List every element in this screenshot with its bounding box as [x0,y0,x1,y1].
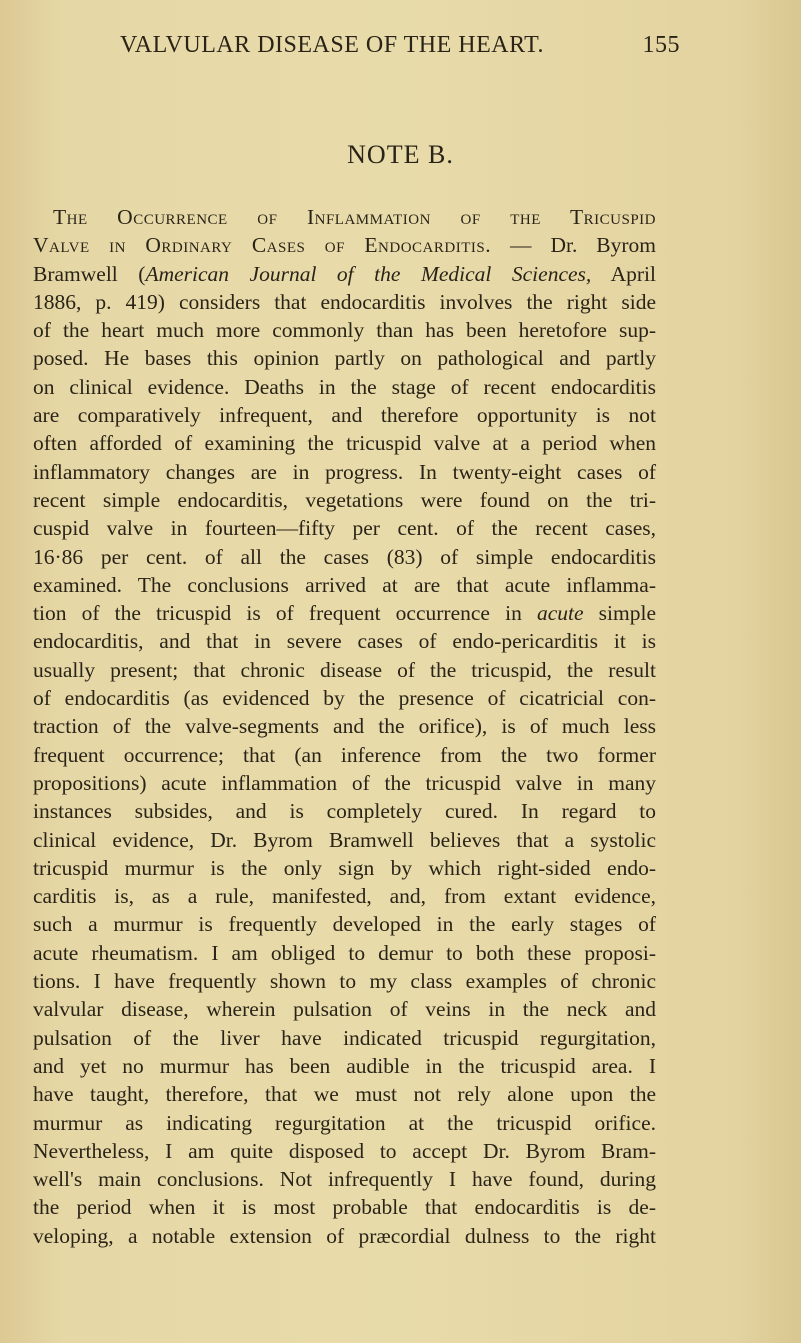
body-line: pulsation of the liver have indicated tricuspid regurgitation, [33,1025,656,1050]
body-line: propositions) acute inflammation of the tricuspid valve in many [33,770,656,795]
body-line: tions. I have frequently shown to my class examples of chronic [33,969,656,994]
body-line: on clinical evidence. Deaths in the stage of recent endocarditis [33,374,656,399]
note-title-line-2 [33,231,656,259]
body-line: traction of the valve-segments and the orifice), is of much less [33,714,656,739]
body-line: posed. He bases this opinion partly on pathological and partly [33,346,656,371]
body-line: clinical evidence, Dr. Byrom Bramwell believes that a systolic [33,827,656,852]
page-number: 155 [642,32,680,58]
body-line: frequent occurrence; that (an inference from the two former [33,742,656,767]
journal-title: American Journal of the Medical Sciences, [145,261,592,286]
italic-acute: acute [536,601,584,626]
body-line: often afforded of examining the tricuspid valve at a period when [33,431,656,456]
body-line: of the heart much more commonly than has been heretofore sup- [33,318,656,343]
body-line: examined. The conclusions arrived at are that acute inflamma- [33,572,656,597]
note-heading: NOTE B. [347,140,454,169]
citation-month: April [591,261,656,286]
body-line: Nevertheless, I am quite disposed to accept Dr. Byrom Bram- [33,1138,656,1163]
body-line: recent simple endocarditis, vegetations were found on the tri- [33,487,656,512]
note-title-smallcaps: Valve in Ordinary Cases of Endocarditis. [33,233,492,258]
body-line: veloping, a notable extension of præcordial dulness to the right [33,1223,656,1248]
citation-author: Bramwell ( [33,261,146,286]
body-line: instances subsides, and is completely cured. In regard to [33,799,656,824]
citation-line [33,260,656,288]
body-line: such a murmur is frequently developed in the early stages of [33,912,656,937]
note-author-intro: — Dr. Byrom [491,233,656,258]
body-line: the period when it is most probable that endocarditis is de- [33,1195,656,1220]
body-line: and yet no murmur has been audible in the tricuspid area. I [33,1053,656,1078]
running-head-title: VALVULAR DISEASE OF THE HEART. [120,32,545,58]
body-line: carditis is, as a rule, manifested, and, from extant evidence, [33,884,656,909]
body-line: usually present; that chronic disease of the tricuspid, the result [33,657,656,682]
body-line: well's main conclusions. Not infrequently I have found, during [33,1167,656,1192]
body-line: have taught, therefore, that we must not rely alone upon the [33,1082,656,1107]
text-segment: simple [583,601,656,626]
note-title-line-1: The Occurrence of Inflammation of the Tricuspid [53,205,656,229]
body-line: of endocarditis (as evidenced by the presence of cicatricial con- [33,686,656,711]
body-line: are comparatively infrequent, and therefore opportunity is not [33,403,656,428]
note-body [33,203,656,1250]
body-line: 16·86 per cent. of all the cases (83) of simple endocarditis [33,544,656,569]
body-line: cuspid valve in fourteen—fifty per cent. of the recent cases, [33,516,656,541]
running-head [120,32,680,62]
body-line: inflammatory changes are in progress. In twenty-eight cases of [33,459,656,484]
text-segment: tion of the tricuspid is of frequent occurrence in [33,601,537,626]
body-line: endocarditis, and that in severe cases of endo-pericarditis it is [33,629,656,654]
body-line: valvular disease, wherein pulsation of veins in the neck and [33,997,656,1022]
body-line: 1886, p. 419) considers that endocarditis involves the right side [33,289,656,314]
body-line-with-italic [33,599,656,627]
body-line: acute rheumatism. I am obliged to demur to both these proposi- [33,940,656,965]
body-line: tricuspid murmur is the only sign by which right-sided endo- [33,855,656,880]
body-line: murmur as indicating regurgitation at the tricuspid orifice. [33,1110,656,1135]
